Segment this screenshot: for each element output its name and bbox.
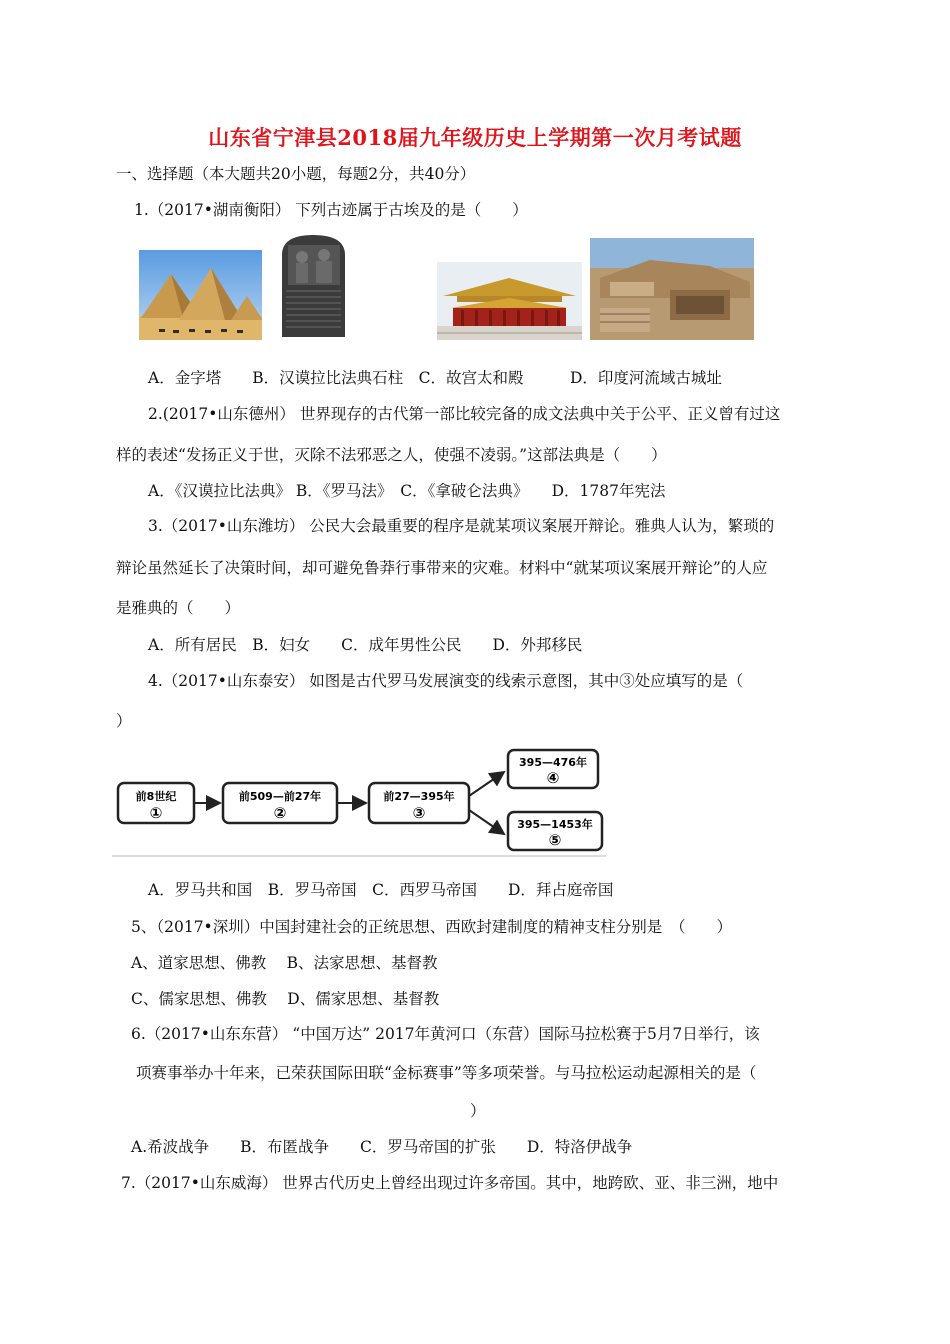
question-2-line-1: 2.(2017•山东德州） 世界现存的古代第一部比较完备的成文法典中关于公平、正义曾有过这 (148, 405, 781, 423)
timeline-box-1-period: 前8世纪 (135, 790, 177, 803)
question-6-line-2: 项赛事举办十年来，已荣获国际田联“金标赛事”等多项荣誉。与马拉松运动起源相关的是（ (136, 1064, 757, 1082)
timeline-box-5-period: 395—1453年 (517, 818, 593, 831)
timeline-box-3-number: ③ (412, 804, 426, 822)
timeline-box-3-period: 前27—395年 (383, 790, 455, 803)
section-heading: 一、选择题（本大题共20小题，每题2分，共40分） (116, 165, 476, 183)
question-4-line-1: 4.（2017•山东泰安） 如图是古代罗马发展演变的线索示意图，其中③处应填写的是（ (148, 672, 744, 690)
question-6-options: A.希波战争 B．布匿战争 C．罗马帝国的扩张 D．特洛伊战争 (131, 1138, 633, 1156)
timeline-box-4-number: ④ (546, 769, 560, 787)
page-title: 山东省宁津县2018届九年级历史上学期第一次月考试题 (208, 125, 742, 150)
question-3-line-3: 是雅典的（ ） (116, 599, 241, 617)
indus-city-ruins-image (590, 238, 754, 340)
question-6-line-3: ） (470, 1102, 486, 1120)
timeline-box-2-period: 前509—前27年 (238, 790, 322, 803)
question-5-options-cd: C、儒家思想、佛教 D、儒家思想、基督教 (131, 990, 440, 1008)
pyramids-image (139, 250, 262, 340)
timeline-box-5-number: ⑤ (548, 831, 562, 849)
question-3-line-1: 3.（2017•山东潍坊） 公民大会最重要的程序是就某项议案展开辩论。雅典人认为，繁琐的 (148, 517, 775, 535)
question-7-line-1: 7.（2017•山东威海） 世界古代历史上曾经出现过许多帝国。其中，地跨欧、亚、非三洲，地中 (121, 1174, 779, 1192)
question-1-stem: 1.（2017•湖南衡阳） 下列古迹属于古埃及的是（ ） (134, 201, 528, 219)
question-5-stem: 5、（2017•深圳）中国封建社会的正统思想、西欧封建制度的精神支柱分别是 （ ） (131, 918, 732, 936)
question-4-line-2: ） (116, 712, 132, 730)
question-5-options-ab: A、道家思想、佛教 B、法家思想、基督教 (131, 954, 438, 972)
question-4-options: A．罗马共和国 B．罗马帝国 C．西罗马帝国 D．拜占庭帝国 (148, 881, 614, 899)
hammurabi-stele-image (278, 233, 349, 337)
timeline-box-2-number: ② (273, 804, 287, 822)
question-6-line-1: 6.（2017•山东东营） “中国万达” 2017年黄河口（东营）国际马拉松赛于5月7日举行，该 (131, 1025, 760, 1043)
question-2-options: A．《汉谟拉比法典》 B．《罗马法》 C．《拿破仑法典》 D．1787年宪法 (148, 482, 666, 500)
question-3-line-2: 辩论虽然延长了决策时间，却可避免鲁莽行事带来的灾难。材料中“就某项议案展开辩论”的人应 (116, 559, 768, 577)
question-3-options: A．所有居民 B．妇女 C．成年男性公民 D．外邦移民 (148, 636, 583, 654)
rome-timeline-diagram (112, 746, 606, 858)
question-2-line-2: 样的表述“发扬正义于世，灭除不法邪恶之人，使强不凌弱。”这部法典是（ ） (116, 446, 667, 464)
timeline-box-1-number: ① (149, 804, 163, 822)
question-1-options: A．金字塔 B．汉谟拉比法典石柱 C．故宫太和殿 D．印度河流域古城址 (148, 369, 722, 387)
timeline-box-4-period: 395—476年 (519, 756, 587, 769)
forbidden-city-image (437, 262, 582, 340)
